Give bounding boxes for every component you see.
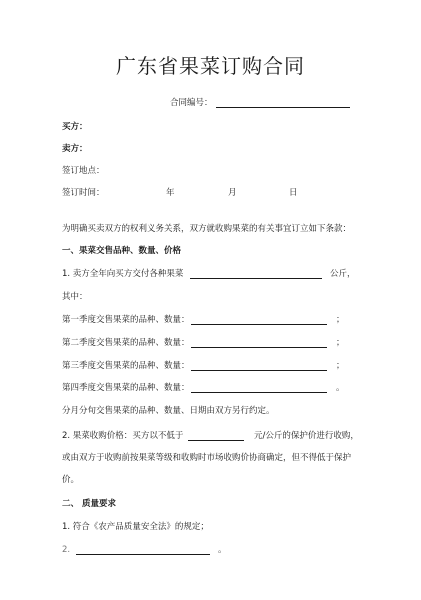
contract-title: 广东省果菜订购合同 — [116, 54, 305, 78]
quarter1-field[interactable] — [191, 324, 327, 325]
sign-day: 日 — [289, 188, 298, 198]
quality-item2-end: 。 — [218, 545, 227, 555]
quarter3-end: ； — [336, 361, 345, 371]
quarter2-field[interactable] — [191, 347, 327, 348]
quality-item2-number: 2. — [62, 545, 71, 555]
quarter1-end: ； — [336, 315, 345, 325]
monthly-note: 分月分旬交售果菜的品种、数量、日期由双方另行约定。 — [62, 406, 275, 416]
preamble-text: 为明确买卖双方的权利义务关系，双方就收购果菜的有关事宜订立如下条款： — [62, 224, 352, 234]
item1-continuation: 其中： — [62, 292, 88, 302]
protection-price-field[interactable] — [188, 440, 244, 441]
quarter4-label: 第四季度交售果菜的品种、数量： — [62, 383, 190, 393]
item2-price-unit: 元/公斤的保护价进行收购， — [254, 431, 359, 441]
contract-number-label: 合同编号： — [170, 98, 213, 108]
item1-unit: 公斤， — [330, 269, 356, 279]
sign-month: 月 — [228, 188, 237, 198]
quarter2-label: 第二季度交售果菜的品种、数量： — [62, 338, 190, 348]
contract-number-field[interactable] — [216, 107, 350, 108]
seller-label: 卖方： — [62, 144, 88, 154]
quarter4-end: 。 — [336, 383, 345, 393]
sign-place-label: 签订地点： — [62, 166, 105, 176]
item1-text: 1. 卖方全年向买方交付各种果菜 — [62, 269, 184, 279]
quarter1-label: 第一季度交售果菜的品种、数量： — [62, 315, 190, 325]
quarter2-end: ； — [336, 338, 345, 348]
quarter3-label: 第三季度交售果菜的品种、数量： — [62, 361, 190, 371]
quality-item2-field[interactable] — [76, 554, 210, 555]
quarter4-field[interactable] — [191, 392, 327, 393]
sign-time-label: 签订时间： — [62, 188, 105, 198]
sign-year: 年 — [166, 188, 175, 198]
item2-price-text: 2. 果菜收购价格：买方以不低于 — [62, 431, 184, 441]
section2-heading: 二、 质量要求 — [62, 499, 116, 509]
item2-line3: 价。 — [62, 475, 80, 485]
quality-item1: 1. 符合《农产品质量安全法》的规定； — [62, 522, 209, 532]
buyer-label: 买方： — [62, 122, 88, 132]
quarter3-field[interactable] — [191, 370, 327, 371]
section1-heading: 一、果菜交售品种、数量、价格 — [62, 246, 182, 256]
item1-quantity-field[interactable] — [190, 278, 322, 279]
item2-line2: 或由双方于收购前按果菜等级和收购时市场收购价协商确定，但不得低于保护 — [62, 453, 352, 463]
